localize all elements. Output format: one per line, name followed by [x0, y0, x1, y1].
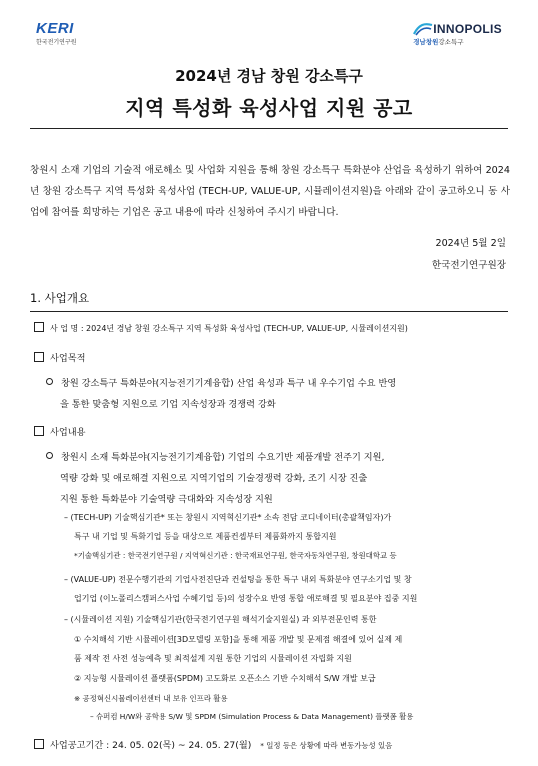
title-divider	[30, 128, 508, 129]
purpose-line: 창원 강소특구 특화분야(지능전기기계융합) 산업 육성과 특구 내 우수기업 수요 반영	[46, 375, 396, 389]
content-line: 창원시 소재 특화분야(지능전기기계융합) 기업의 수요기반 제품개발 전주기 지원,	[46, 449, 384, 463]
simulation-note: ※ 공정혁신시뮬레이션센터 내 보유 인프라 활용	[74, 694, 228, 703]
content-line: 지원 통한 특화분야 기술역량 극대화와 지속성장 지원	[60, 494, 273, 505]
square-bullet-icon	[34, 322, 44, 332]
content-line: 역량 강화 및 애로해결 지원으로 지역기업의 기술경쟁력 강화, 조기 시장 진출	[60, 473, 368, 484]
intro-paragraph: 창원시 소재 기업의 기술적 애로해소 및 사업화 지원을 통해 창원 강소특구 특화분야 산업을 육성하기 위하여 2024년 창원 강소특구 지역 특성화 육성사업 (TECH-UP, VALUE-UP, 시뮬레이션지원)을 아래와 같이 공고하오니 동 사업에 참여를 희망하는 기업은 공고 내용에 따라 신청하여 주시기 바랍니다.	[30, 165, 510, 218]
content-heading: 사업내용	[34, 424, 86, 438]
simulation-line: 품 제작 전 사전 성능예측 및 최적설계 지원 통한 기업의 시뮬레이션 자립화 지원	[74, 654, 352, 663]
square-bullet-icon	[34, 352, 44, 362]
project-name-item: 사 업 명 : 2024년 경남 창원 강소특구 지역 특성화 육성사업 (TECH-UP, VALUE-UP, 시뮬레이션지원)	[34, 322, 408, 334]
innopolis-swoosh-icon	[413, 22, 433, 36]
section-heading-overview: 1. 사업개요	[30, 291, 90, 305]
circle-bullet-icon	[46, 452, 53, 459]
purpose-line: 을 통한 맞춤형 지원으로 기업 지속성장과 경쟁력 강화	[60, 399, 276, 410]
simulation-note: – 슈퍼컴 H/W와 공학용 S/W 및 SPDM (Simulation Process & Data Management) 플랫폼 활용	[90, 712, 414, 721]
square-bullet-icon	[34, 426, 44, 436]
purpose-heading: 사업목적	[34, 350, 86, 364]
title-line2: 지역 특성화 육성사업 지원 공고	[125, 96, 413, 120]
square-bullet-icon	[34, 739, 44, 749]
innopolis-logo	[413, 22, 502, 46]
value-up-line: – (VALUE-UP) 전문수행기관의 기업사전진단과 컨설팅을 통한 특구 내외 특화분야 연구소기업 및 창	[64, 575, 412, 584]
schedule-note: * 일정 등은 상황에 따라 변동가능성 있음	[260, 741, 393, 750]
section-divider	[30, 311, 508, 312]
simulation-line: – (시뮬레이션 지원) 기술핵심기관(한국전기연구원 해석기술지원실) 과 외부전문인력 통한	[64, 615, 377, 624]
tech-up-line: – (TECH-UP) 기술핵심기관* 또는 창원시 지역혁신기관* 소속 전담 코디네이터(총괄책임자)가	[64, 513, 392, 522]
header	[0, 0, 538, 52]
notice-date: 2024년 5월 2일	[435, 238, 506, 249]
tech-up-line: 특구 내 기업 및 특화기업 등을 대상으로 제품컨셉부터 제품화까지 통합지원	[74, 532, 337, 541]
title-line1: 2024년 경남 창원 강소특구	[175, 67, 363, 85]
simulation-line: ① 수치해석 기반 시뮬레이션[3D모델링 포함]을 통해 제품 개발 및 문제점 해결에 있어 실제 제	[74, 635, 403, 644]
announcement-period: 사업공고기간 : 24. 05. 02(목) ~ 24. 05. 27(월) * 일정 등은 상황에 따라 변동가능성 있음	[34, 737, 392, 751]
simulation-line: ② 지능형 시뮬레이션 플랫폼(SPDM) 고도화로 오픈소스 기반 수치해석 S/W 개발 보급	[74, 674, 376, 683]
keri-logo	[36, 22, 77, 46]
issuing-organization: 한국전기연구원장	[431, 260, 506, 271]
keri-logo-subtitle: 한국전기연구원	[36, 39, 77, 46]
value-up-line: 업기업 (이노폴리스캠퍼스사업 수혜기업 등)의 성장수요 반영 통합 애로해결 및 필요분야 집중 지원	[74, 594, 418, 603]
keri-logo-text: KERI	[36, 20, 74, 37]
circle-bullet-icon	[46, 378, 53, 385]
innopolis-logo-text: INNOPOLIS	[433, 22, 502, 36]
innopolis-logo-subtitle: 경남창원강소특구	[413, 38, 464, 46]
tech-up-footnote: *기술핵심기관 : 한국전기연구원 / 지역혁신기관 : 한국재료연구원, 한국자동차연구원, 창원대학교 등	[74, 551, 397, 560]
